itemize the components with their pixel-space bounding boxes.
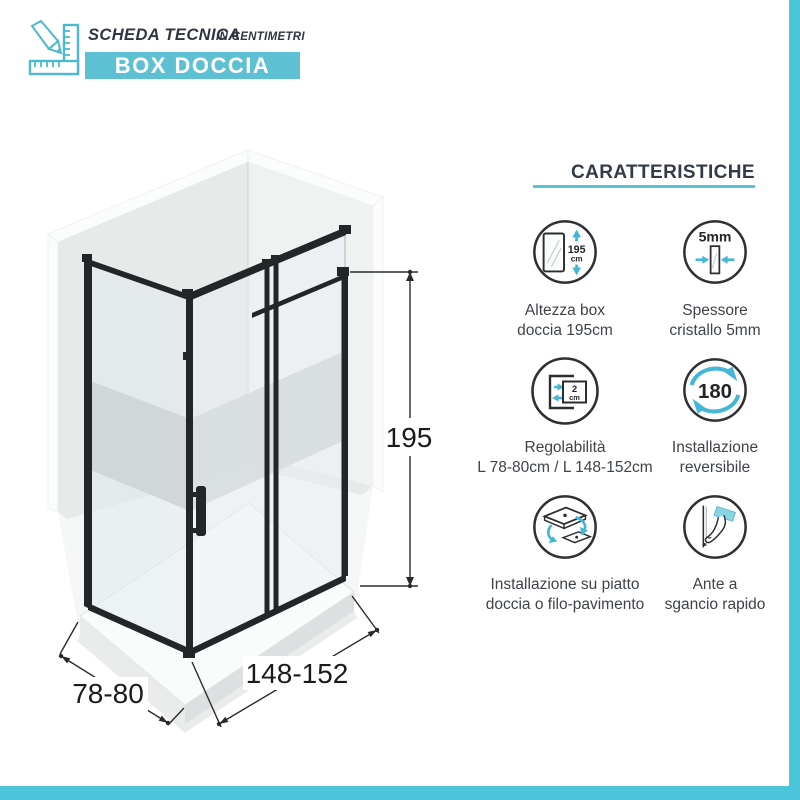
sheet-title: SCHEDA TECNICA <box>88 26 241 44</box>
feature-reversible <box>623 355 800 425</box>
svg-text:195: 195 <box>567 243 586 256</box>
quick-release-doors-icon <box>680 492 750 562</box>
dim-height-label: 195 <box>385 422 433 453</box>
adjustability-icon <box>529 355 601 427</box>
svg-text:cm: cm <box>569 393 580 402</box>
feature-reversible-caption: Installazione reversibile <box>671 439 759 476</box>
svg-text:cm: cm <box>570 254 583 264</box>
pencil-ruler-icon <box>27 20 83 80</box>
feature-quick-release-caption: Ante a sgancio rapido <box>664 576 766 613</box>
sheet-subtitle: IN CENTIMETRI <box>216 31 305 43</box>
heading-underline <box>533 185 755 188</box>
glass-thickness-icon <box>680 217 750 287</box>
svg-text:5mm: 5mm <box>698 228 732 245</box>
feature-quick-release <box>623 492 800 562</box>
height-icon <box>530 217 600 287</box>
product-badge: BOX DOCCIA <box>85 52 300 79</box>
dim-depth-label: 78-80 <box>72 678 144 709</box>
feature-adjustability-caption: Regolabilità L 78-80cm / L 148-152cm <box>477 439 653 476</box>
feature-thickness-caption: Spessore cristallo 5mm <box>669 302 761 339</box>
feature-height-caption: Altezza box doccia 195cm <box>517 302 613 339</box>
feature-tray-install-caption: Installazione su piatto doccia o filo-pavimento <box>485 576 645 613</box>
accent-border-right <box>789 0 800 800</box>
svg-text:180: 180 <box>697 380 733 403</box>
accent-border-bottom <box>0 786 800 800</box>
characteristics-heading: CARATTERISTICHE <box>570 162 755 183</box>
reversible-installation-icon <box>680 355 750 425</box>
dim-width-label: 148-152 <box>245 658 349 689</box>
svg-text:2: 2 <box>571 384 578 395</box>
shower-box-drawing <box>0 100 500 760</box>
tray-or-floor-install-icon <box>530 492 600 562</box>
feature-thickness <box>623 217 800 287</box>
